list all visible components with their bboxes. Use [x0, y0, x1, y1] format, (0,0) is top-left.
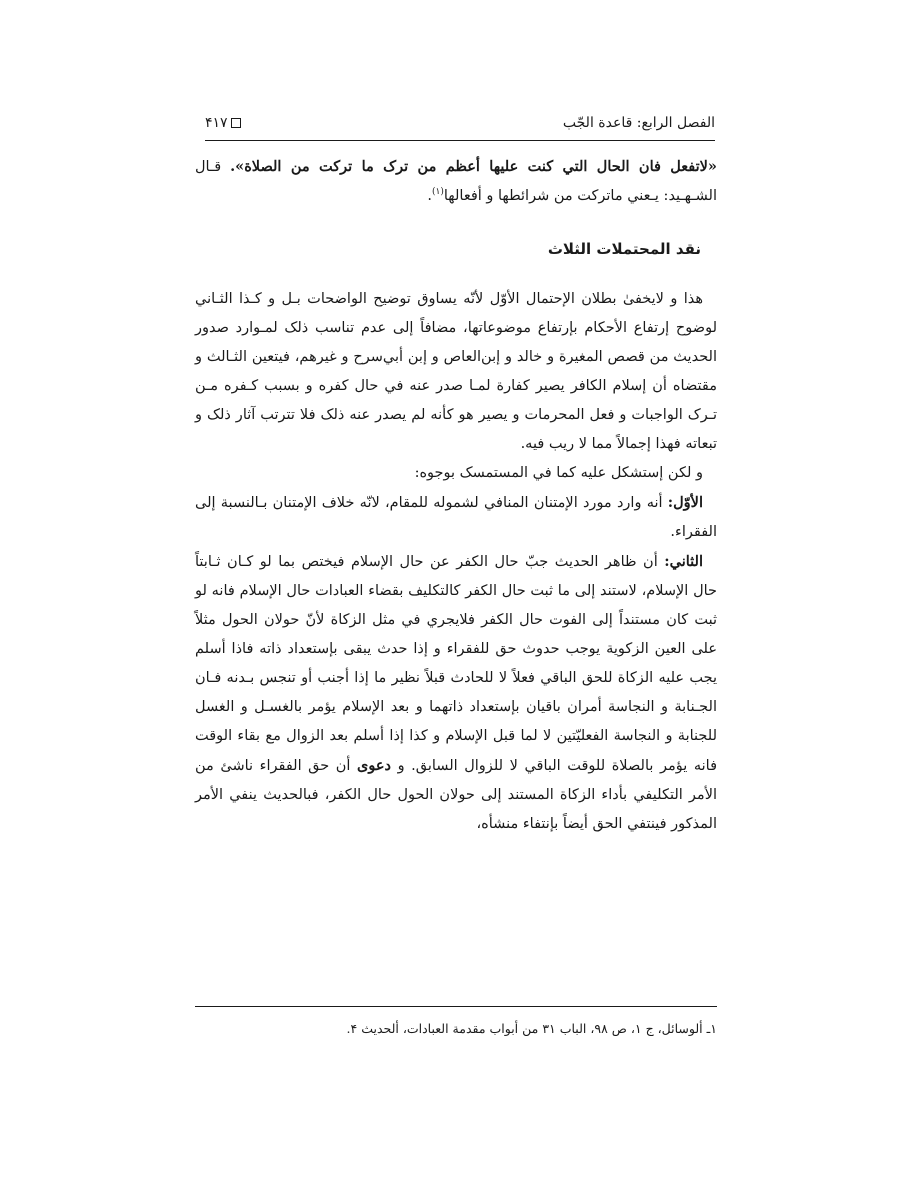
- point-second-text-a: أن ظاهر الحديث جبّ حال الكفر عن حال الإسلام فيختص بما لو كـان ثـابتاً حال الإسلام، لاستند إلى ما ثبت حال الكفر كالتكليف بقضاء العبادات حال الإسلام فانه لو ثبت كان مستنداً إلى الفوت حال الكفر فلايجري في مثل الزكاة لأنّ حولان الحول مثلاً على العين الزكوية يوجب حدوث حق للفقراء و إذا حدث يبقى بإستعداد ذاته فاذا أسلم يجب عليه الزكاة للحق الباقي فعلاً لا للحادث قبلاً نظير ما إذا أجنب أو تنجس بـدنه فـان الجـنابة و النجاسة أمران باقيان بإستعداد ذاتهما و بعد الإسلام يؤمر بالغسـل و الغسل للجنابة و النجاسة الفعليّتين لا لما قبل الإسلام و كذا إذا أسلم بعد الزوال مع بقاء الوقت فانه يؤمر بالصلاة للوقت الباقي لا للزوال السابق. و: [195, 554, 717, 774]
- point-second: [195, 547, 717, 839]
- hadith-quote: «لاتفعل فان الحال التي كنت عليها أعظم من ترک ما تركت من الصلاة».: [230, 158, 717, 175]
- point-second-text-b: أن حق الفقراء ناشئ من الأمر التكليفي بأداء الزكاة المستند إلى حولان الحول حال الكفر، فبالحديث ينفي الأمر المذكور فينتفي الحق أيضاً بإنتفاء منشأه،: [195, 758, 717, 832]
- body-text: [195, 152, 717, 839]
- paragraph-2: و لكن إستشكل عليه كما في المستمسک بوجوه:: [414, 465, 703, 481]
- quote-end: .: [427, 188, 433, 204]
- point-second-label: الثاني:: [664, 553, 703, 570]
- footnote: ١ـ ألوسائل، ج ١، ص ٩٨، الباب ٣١ من أبواب مقدمة العبادات، ألحديث ۴.: [346, 1021, 717, 1036]
- point-first-label: الأوّل:: [667, 494, 703, 511]
- point-first-text: أنه وارد مورد الإمتنان المنافي لشموله للمقام، لانّه خلاف الإمتنان بـالنسبة إلى الفقراء.: [195, 495, 717, 540]
- quote-paragraph: [195, 152, 717, 211]
- header-rule: [205, 140, 715, 141]
- footnote-rule: [195, 1006, 717, 1007]
- quote-commentary: قـال الشـهـيد: يـعني ماتركت من شرائطها و أفعالها: [195, 159, 717, 204]
- page-number: ۴۱۷: [205, 115, 228, 131]
- running-header: [205, 108, 715, 138]
- square-box-icon: [231, 118, 241, 128]
- claim-label: دعوى: [357, 757, 391, 774]
- section-heading: نقد المحتملات الثلاث: [547, 240, 701, 258]
- footnote-reference: (١): [432, 187, 444, 198]
- point-first: [195, 488, 717, 547]
- chapter-title: الفصل الرابع: قاعدة الجّب: [562, 115, 715, 131]
- page-number-block: [205, 115, 241, 131]
- paragraph-1: هذا و لايخفىٰ بطلان الإحتمال الأوّل لأنّه يساوق توضيح الواضحات بـل و كـذا الثـاني لوضوح إرتفاع الأحكام بإرتفاع موضوعاتها، مضافاً إلى عدم تناسب ذلک لمـوارد صدور الحديث من قصص المغيرة و خالد و إبن‌العاص و إبن أبي‌سرح و غيرهم، فيتعين الثـالث و مقتضاه أن إسلام الكافر يصير كفارة لمـا صدر عنه في حال كفره و بسبب كـفره مـن تـرک الواجبات و فعل المحرمات و يصير هو كأنه لم يصدر عنه ذلک فلا تترتب آثار ذلک و تبعاته فهذا إجمالاً مما لا ريب فيه.: [195, 291, 717, 452]
